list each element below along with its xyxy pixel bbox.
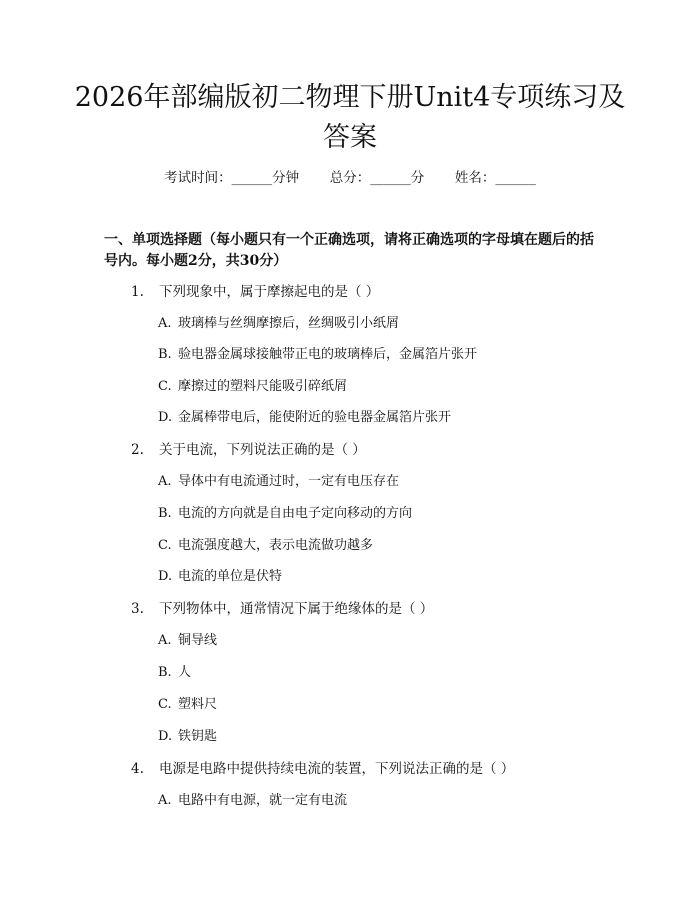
option-letter: B. <box>158 665 172 680</box>
option-text: 电流的方向就是自由电子定向移动的方向 <box>178 506 413 521</box>
option-letter: D. <box>158 729 173 744</box>
question-2-option-a <box>158 472 399 492</box>
option-text: 电流强度越大，表示电流做功越多 <box>178 538 374 553</box>
question-number: 3. <box>131 601 144 617</box>
option-letter: C. <box>158 379 172 394</box>
question-4 <box>131 759 514 779</box>
option-letter: D. <box>158 410 173 425</box>
question-1-option-d <box>158 408 451 428</box>
question-text: 下列现象中，属于摩擦起电的是（ ） <box>159 284 380 300</box>
option-text: 铁钥匙 <box>178 729 218 744</box>
option-text: 玻璃棒与丝绸摩擦后，丝绸吸引小纸屑 <box>178 316 400 331</box>
option-text: 塑料尺 <box>178 697 218 712</box>
question-number: 4. <box>131 761 144 777</box>
question-1 <box>131 282 379 302</box>
option-text: 铜导线 <box>178 633 218 648</box>
question-2-option-c <box>158 536 373 556</box>
option-text: 电路中有电源，就一定有电流 <box>178 793 348 808</box>
question-number: 2. <box>131 442 144 458</box>
question-1-option-b <box>158 345 477 365</box>
question-3-option-a <box>158 631 217 651</box>
question-4-option-a <box>158 791 347 811</box>
question-1-option-c <box>158 377 347 397</box>
option-letter: A. <box>158 793 172 808</box>
option-letter: C. <box>158 697 172 712</box>
option-text: 摩擦过的塑料尺能吸引碎纸屑 <box>178 379 348 394</box>
question-text: 下列物体中，通常情况下属于绝缘体的是（ ） <box>159 601 434 617</box>
question-text: 关于电流，下列说法正确的是（ ） <box>159 442 366 458</box>
option-letter: B. <box>158 506 172 521</box>
option-text: 金属棒带电后，能使附近的验电器金属箔片张开 <box>178 410 452 425</box>
option-letter: A. <box>158 633 172 648</box>
exam-info <box>0 168 700 188</box>
option-text: 验电器金属球接触带正电的玻璃棒后，金属箔片张开 <box>178 347 478 362</box>
question-text: 电源是电路中提供持续电流的装置，下列说法正确的是（ ） <box>159 761 515 777</box>
question-2-option-b <box>158 504 412 524</box>
option-letter: D. <box>158 569 173 584</box>
section-heading: 一、单项选择题（每小题只有一个正确选项，请将正确选项的字母填在题后的括号内。每小题2分，共30分） <box>104 232 594 269</box>
question-number: 1. <box>131 284 144 300</box>
option-text: 导体中有电流通过时，一定有电压存在 <box>178 474 400 489</box>
option-text: 电流的单位是伏特 <box>178 569 283 584</box>
question-3-option-b <box>158 663 191 683</box>
question-1-option-a <box>158 314 399 334</box>
question-2 <box>131 440 366 460</box>
question-3 <box>131 599 433 619</box>
document-title: 2026年部编版初二物理下册Unit4专项练习及答案 <box>74 82 626 153</box>
option-letter: A. <box>158 474 172 489</box>
option-letter: B. <box>158 347 172 362</box>
option-letter: C. <box>158 538 172 553</box>
exam-name-field: 姓名：______ <box>454 170 536 186</box>
exam-time-field: 考试时间：______分钟 <box>164 170 300 186</box>
question-2-option-d <box>158 567 282 587</box>
option-letter: A. <box>158 316 172 331</box>
question-3-option-d <box>158 727 217 747</box>
exam-score-field: 总分：______分 <box>329 170 425 186</box>
option-text: 人 <box>178 665 192 680</box>
question-3-option-c <box>158 695 217 715</box>
